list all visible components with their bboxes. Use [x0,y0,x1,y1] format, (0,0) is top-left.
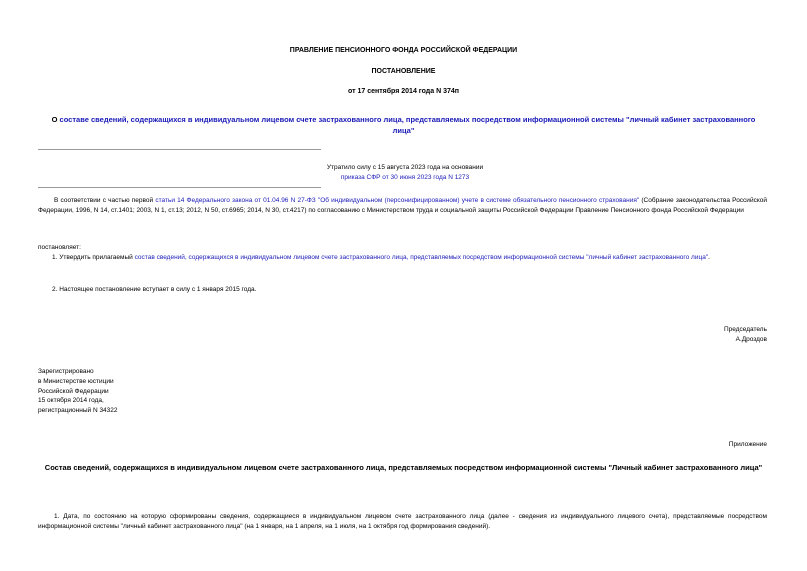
signature-role: Председатель [723,326,767,333]
registration-line-5: регистрационный N 34322 [38,407,118,415]
appendix-para-1: 1. Дата, по состоянию на которую сформированы сведения, содержащиеся в индивидуальном лицевом счете застрахованного лица (далее - сведения из индивидуального лицевого счета), представляемые посредством информационной системы "личный кабинет застрахованного лица" (на 1 января, на 1 апреля, на 1 июля, на 1 октября год формирования сведений). [38,513,767,530]
org-name: ПРАВЛЕНИЕ ПЕНСИОННОГО ФОНДА РОССИЙСКОЙ ФЕДЕРАЦИИ [289,47,518,54]
doc-date-number: от 17 сентября 2014 года N 374п [348,88,459,95]
item-1 [38,253,767,263]
registration-line-2: в Министерстве юстиции [38,377,114,385]
signature-block [724,325,767,345]
item-1-link[interactable]: состав сведений, содержащихся в индивидуальном лицевом счете застрахованного лица, представляемых посредством информационной системы "личный кабинет застрахованного лица" [134,254,709,261]
registration-line-4: 15 октября 2014 года, [38,397,104,405]
item-1-prefix: 1. Утвердить прилагаемый [52,254,135,261]
status-top-rule [38,149,321,150]
item-2: 2. Настоящее постановление вступает в силу с 1 января 2015 года. [52,286,257,293]
resolves-label: постановляет: [38,244,81,251]
status-block [315,163,495,183]
registration-block [38,367,118,416]
doc-title-prefix: О [51,115,60,124]
signature-name: А.Дроздов [735,335,767,343]
preamble-text: В соответствии с частью первой [54,197,156,204]
appendix-label: Приложение [728,441,767,448]
doc-title-link[interactable]: составе сведений, содержащихся в индивидуальном лицевом счете застрахованного лица, представляемых посредством информационной системы "личный кабинет застрахованного лица" [59,115,756,135]
preamble [38,196,767,216]
status-line: Утратило силу с 15 августа 2023 года на основании [326,164,484,171]
doc-title [40,114,767,136]
status-link[interactable]: приказа СФР от 30 июня 2023 года N 1273 [340,173,470,181]
preamble-law-link[interactable]: статьи 14 Федерального закона от 01.04.96 N 27-ФЗ "Об индивидуальном (персонифицированном) учете в системе обязательного пенсионного страхования" [155,197,640,204]
registration-line-1: Зарегистрировано [38,368,94,375]
appendix-title: Состав сведений, содержащихся в индивидуальном лицевом счете застрахованного лица, представляемых посредством информационной системы "Личный кабинет застрахованного лица" [44,463,763,472]
doc-type: ПОСТАНОВЛЕНИЕ [371,68,436,75]
registration-line-3: Российской Федерации [38,387,109,395]
preamble-text-cont: (Собрание законодательства Российской Федерации, 1996, N 14, ст.1401; 2003, N 1, ст.13; 2012, N 50, ст.6965; 2014, N 30, ст.4217) по согласованию с Министерством труда и социальной защиты Российской Федерации Правление Пенсионного фонда Российской Федерации [38,197,767,214]
item-1-suffix: . [708,254,710,261]
status-bottom-rule [38,187,321,188]
